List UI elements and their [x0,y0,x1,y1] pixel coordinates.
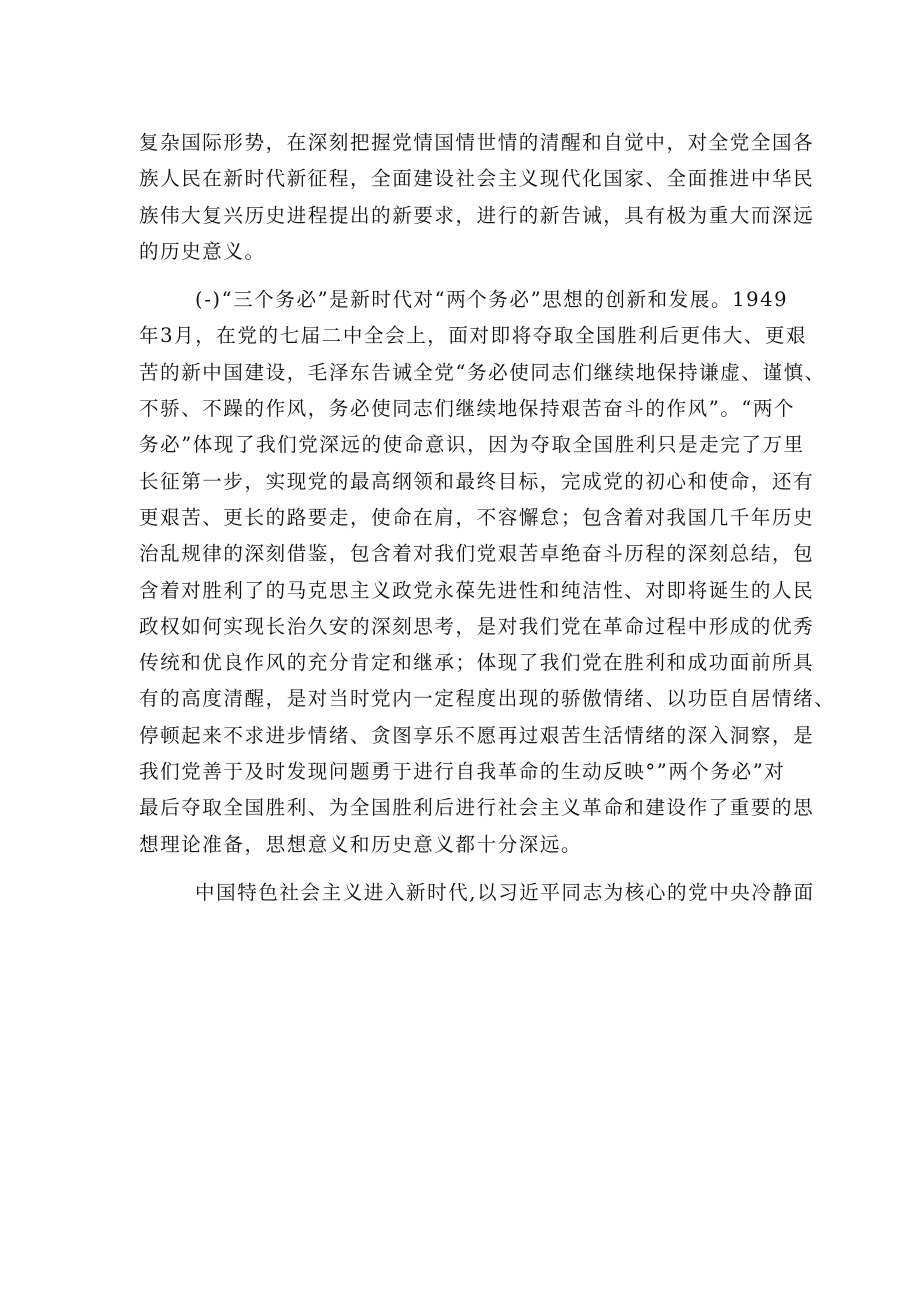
text-line: 最后夺取全国胜利、为全国胜利后进行社会主义革命和建设作了重要的思 [139,796,815,820]
text-line: 停顿起来不求进步情绪、贪图享乐不愿再过艰苦生活情绪的深入洞察，是 [139,723,815,747]
text-line: (-)“三个务必”是新时代对“两个务必”思想的创新和发展。1949 [195,288,789,312]
text-line: 含着对胜利了的马克思主义政党永葆先进性和纯洁性、对即将诞生的人民 [139,578,815,602]
text-line: 族人民在新时代新征程，全面建设社会主义现代化国家、全面推进中华民 [139,167,815,191]
paragraph-gap [139,270,799,282]
paragraph-1 [139,125,815,270]
text-line: 不骄、不躁的作风，务必使同志们继续地保持艰苦奋斗的作风”。“两个 [139,397,796,421]
text-line: 传统和优良作风的充分肯定和继承；体现了我们党在胜利和成功面前所具 [139,651,815,675]
text-line: 治乱规律的深刻借鉴，包含着对我们党艰苦卓绝奋斗历程的深刻总结，包 [139,542,815,566]
text-line: 想理论准备，思想意义和历史意义都十分深远。 [139,832,583,856]
text-line: 有的高度清醒，是对当时党内一定程度出现的骄傲情绪、以功臣自居情绪、 [139,687,836,711]
body-text [139,125,836,911]
text-line: 苦的新中国建设，毛泽东告诫全党“务必使同志们继续地保持谦虚、谨慎、 [139,360,826,384]
paragraph-2 [139,282,836,863]
text-line: 长征第一步，实现党的最高纲领和最终目标，完成党的初心和使命，还有 [139,469,815,493]
text-line: 复杂国际形势，在深刻把握党情国情世情的清醒和自觉中，对全党全国各 [139,131,815,154]
text-line: 族伟大复兴历史进程提出的新要求，进行的新告诫，具有极为重大而深远 [139,203,815,227]
paragraph-3 [139,875,815,911]
text-line: 我们党善于及时发现问题勇于进行自我革命的生动反映°”两个务必”对 [139,760,786,784]
text-line: 政权如何实现长治久安的深刻思考，是对我们党在革命过程中形成的优秀 [139,614,815,638]
text-line: 年3月，在党的七届二中全会上，面对即将夺取全国胜利后更伟大、更艰 [139,324,808,348]
text-line: 务必”体现了我们党深远的使命意识，因为夺取全国胜利只是走完了万里 [139,433,805,457]
text-line: 的历史意义。 [139,239,266,263]
text-line: 中国特色社会主义进入新时代,以习近平同志为核心的党中央冷静面 [195,880,815,904]
text-line: 更艰苦、更长的路要走，使命在肩，不容懈怠；包含着对我国几千年历史 [139,505,815,529]
paragraph-gap [139,863,799,875]
